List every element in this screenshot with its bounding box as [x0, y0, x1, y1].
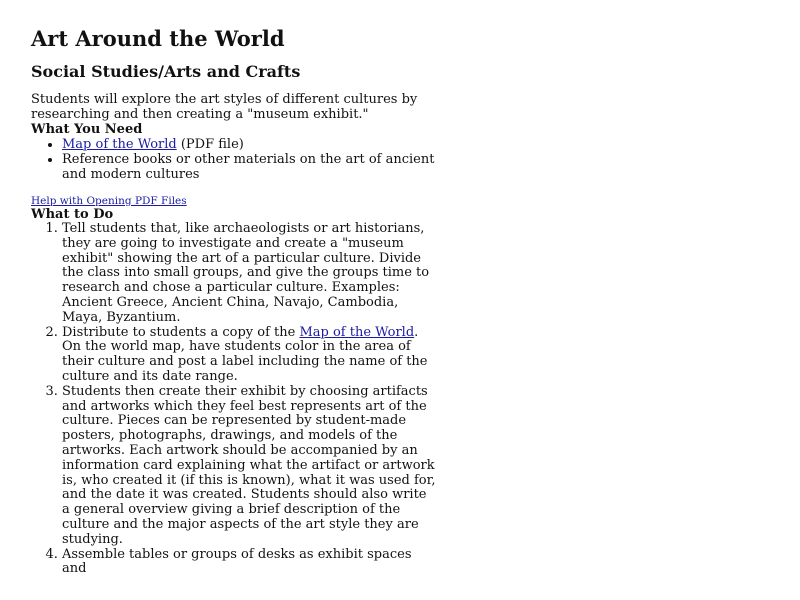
step-item [62, 385, 437, 548]
list-item [62, 152, 441, 182]
help-section [31, 195, 441, 207]
what-to-do-list [31, 222, 437, 577]
what-you-need-list [31, 137, 441, 182]
list-item-text: (PDF file) [176, 137, 244, 152]
map-of-the-world-link[interactable]: Map of the World [299, 324, 415, 340]
list-item-text: Reference books or other materials on the art of ancient and modern cultures [62, 152, 435, 182]
page-subtitle: Social Studies/Arts and Crafts [31, 62, 301, 81]
what-to-do-heading: What to Do [31, 207, 114, 222]
step-text: Students then create their exhibit by choosing artifacts and artworks which they feel best represents art of the culture. Pieces can be represented by student-made posters, photographs, drawings, and models of the artworks. Each artwork should be accompanied by an information card explaining what the artifact or artwork is, who created it (if this is known), what it was used for, and the date it was created. Students should also write a general overview giving a brief description of the culture and the major aspects of the art style they are studying. [62, 383, 436, 547]
list-item [62, 137, 441, 152]
page-title: Art Around the World [31, 26, 285, 51]
help-pdf-link[interactable]: Help with Opening PDF Files [31, 195, 187, 207]
what-you-need-heading: What You Need [31, 122, 143, 137]
step-item [62, 548, 437, 578]
step-item [62, 222, 437, 326]
map-of-the-world-link[interactable]: Map of the World [62, 137, 177, 152]
step-text: Assemble tables or groups of desks as exhibit spaces and [62, 546, 412, 577]
step-text: Tell students that, like archaeologists or art historians, they are going to investigate and create a "museum exhibit" showing the art of a particular culture. Divide the class into small groups, and give the groups time to research and chose a particular culture. Examples: Ancient Greece, Ancient China, Navajo, Cambodia, Maya, Byzantium. [62, 221, 430, 325]
lesson-page [31, 26, 441, 577]
intro-paragraph: Students will explore the art styles of different cultures by researching and then creating a "museum exhibit." [31, 92, 418, 122]
step-item [62, 326, 437, 385]
step-text: Distribute to students a copy of the [62, 324, 300, 340]
step-text: . On the world map, have students color in the area of their culture and post a label including the name of the culture and its date range. [62, 324, 428, 384]
